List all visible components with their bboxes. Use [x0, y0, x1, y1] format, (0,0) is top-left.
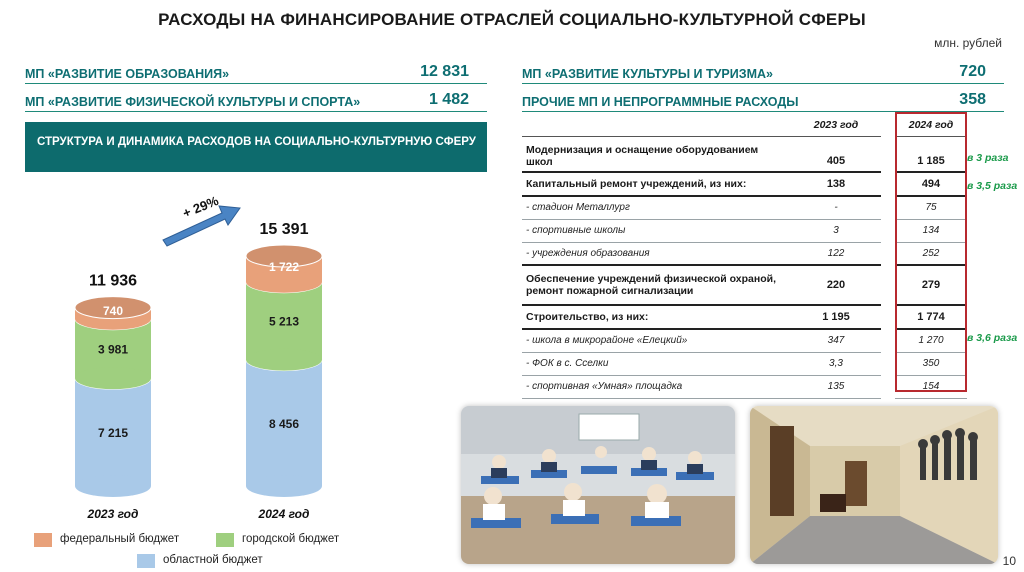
bar-value-label: 740: [102, 304, 124, 319]
stacked-cylinder-chart: [0, 170, 480, 525]
row-2023: 3: [791, 219, 881, 242]
row-2023: 135: [791, 375, 881, 398]
program-culture: [522, 62, 1004, 84]
bar-value-label: 3 981: [97, 342, 129, 357]
legend-label: городской бюджет: [242, 533, 340, 545]
legend-swatch: [137, 554, 155, 568]
legend-label: федеральный бюджет: [60, 533, 180, 545]
program-value: 1 482: [428, 91, 469, 108]
row-label: - стадион Металлург: [522, 196, 791, 219]
row-2023: 1 195: [791, 305, 881, 329]
bar-segment-bottom: [246, 271, 322, 293]
growth-note: в 3 раза: [967, 152, 1009, 164]
row-2024: 75: [895, 196, 967, 219]
bar-segment-bottom: [246, 475, 322, 497]
row-label: - спортивная «Умная» площадка: [522, 375, 791, 398]
row-2024: 252: [895, 242, 967, 265]
classroom-image: [461, 406, 735, 564]
program-sport: [25, 90, 487, 112]
row-2024: 1 270: [895, 329, 967, 352]
row-2023: 138: [791, 172, 881, 196]
row-2023: 220: [791, 265, 881, 305]
category-label: 2023 год: [87, 507, 139, 521]
bar-total-label: 11 936: [88, 272, 138, 290]
bar-total-label: 15 391: [259, 221, 309, 238]
classroom-photo: [461, 406, 735, 564]
program-label: МП «РАЗВИТИЕ КУЛЬТУРЫ И ТУРИЗМА»: [522, 67, 773, 81]
row-2024: 1 185: [895, 136, 967, 172]
row-label: - школа в микрорайоне «Елецкий»: [522, 329, 791, 352]
legend-swatch: [34, 533, 52, 547]
growth-label: + 29%: [180, 192, 221, 221]
structure-title: СТРУКТУРА И ДИНАМИКА РАСХОДОВ НА СОЦИАЛЬНО-КУЛЬТУРНУЮ СФЕРУ: [25, 122, 487, 172]
bar-segment-bottom: [75, 475, 151, 497]
row-label: Модернизация и оснащение оборудованием школ: [522, 136, 791, 172]
col-2023: 2023 год: [791, 114, 881, 136]
legend-label: областной бюджет: [163, 554, 263, 566]
corridor-photo: [750, 406, 998, 564]
bar-value-label: 8 456: [268, 416, 300, 431]
page-number: 10: [1002, 554, 1016, 568]
row-label: - ФОК в с. Сселки: [522, 352, 791, 375]
bar-value-label: 5 213: [268, 314, 300, 329]
program-education: [25, 62, 487, 84]
program-other: [522, 90, 1004, 112]
growth-note: в 3,5 раза: [967, 180, 1018, 192]
row-label: Строительство, из них:: [522, 305, 791, 329]
program-value: 720: [959, 63, 986, 80]
growth-note: в 3,6 раза: [967, 332, 1018, 344]
program-label: ПРОЧИЕ МП И НЕПРОГРАММНЫЕ РАСХОДЫ: [522, 95, 799, 109]
program-value: 12 831: [420, 63, 469, 80]
page-title: РАСХОДЫ НА ФИНАНСИРОВАНИЕ ОТРАСЛЕЙ СОЦИАЛЬНО-КУЛЬТУРНОЙ СФЕРЫ: [158, 10, 866, 29]
row-2023: 122: [791, 242, 881, 265]
row-2023: 3,3: [791, 352, 881, 375]
program-label: МП «РАЗВИТИЕ ОБРАЗОВАНИЯ»: [25, 67, 230, 81]
row-2023: -: [791, 196, 881, 219]
corridor-image: [750, 406, 998, 564]
row-label: Обеспечение учреждений физической охраной, ремонт пожарной сигнализации: [522, 265, 791, 305]
row-2023: 405: [791, 136, 881, 172]
bar-value-label: 7 215: [97, 426, 129, 441]
bar-segment-bottom: [246, 349, 322, 371]
highlight-2024-box: [895, 112, 967, 392]
bar-value-label: 1 722: [268, 259, 300, 274]
category-label: 2024 год: [258, 507, 310, 521]
row-2024: 1 774: [895, 305, 967, 329]
row-label: - учреждения образования: [522, 242, 791, 265]
row-2023: 347: [791, 329, 881, 352]
unit-label: млн. рублей: [934, 36, 1002, 50]
program-value: 358: [959, 91, 986, 108]
row-label: - спортивные школы: [522, 219, 791, 242]
row-2024: 279: [895, 265, 967, 305]
row-2024: 494: [895, 172, 967, 196]
table-header-empty: [522, 114, 791, 136]
row-2024: 154: [895, 375, 967, 398]
col-2024: 2024 год: [895, 114, 967, 136]
row-2024: 350: [895, 352, 967, 375]
bar-segment-bottom: [75, 367, 151, 389]
row-label: Капитальный ремонт учреждений, из них:: [522, 172, 791, 196]
legend-swatch: [216, 533, 234, 547]
program-label: МП «РАЗВИТИЕ ФИЗИЧЕСКОЙ КУЛЬТУРЫ И СПОРТА»: [25, 95, 361, 109]
row-2024: 134: [895, 219, 967, 242]
